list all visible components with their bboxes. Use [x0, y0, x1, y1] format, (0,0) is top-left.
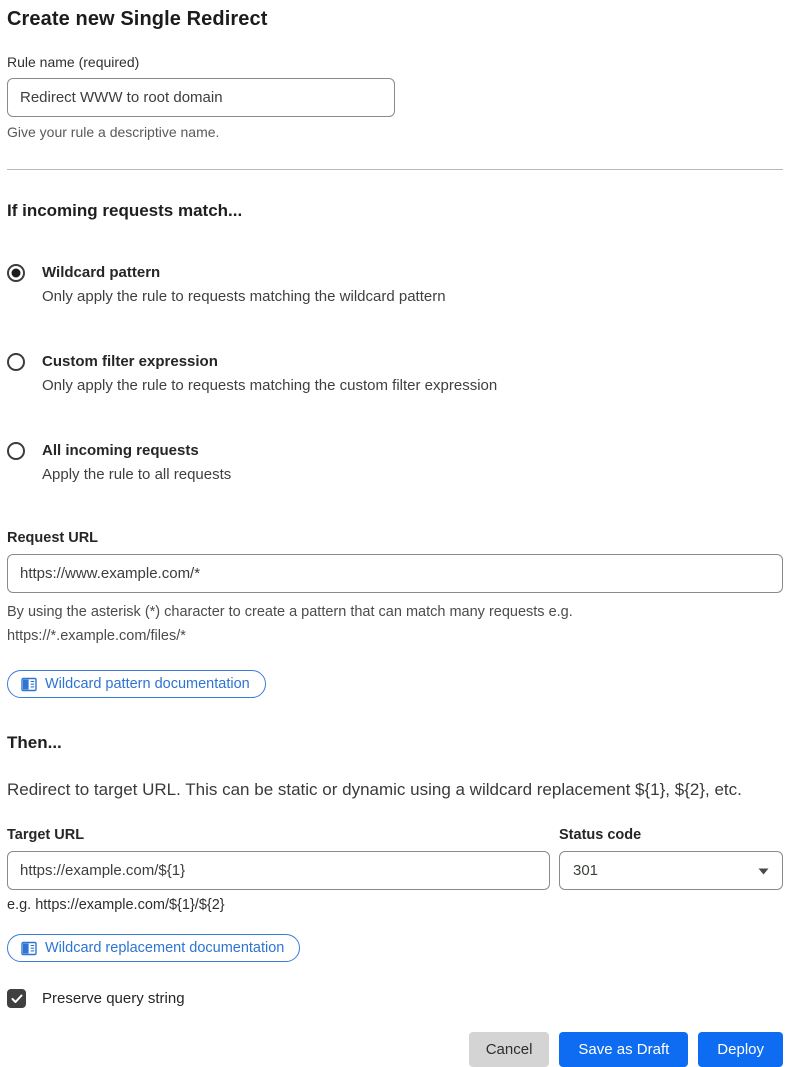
section-divider: [7, 169, 783, 170]
doc-button-label: Wildcard replacement documentation: [45, 940, 285, 956]
radio-description: Only apply the rule to requests matching the wildcard pattern: [42, 288, 446, 305]
checkbox-icon[interactable]: [7, 989, 26, 1008]
page-title: Create new Single Redirect: [7, 8, 268, 30]
request-url-input[interactable]: [7, 554, 783, 593]
radio-label: Wildcard pattern: [42, 264, 161, 281]
target-url-input[interactable]: [7, 851, 550, 890]
footer-actions: [7, 1032, 783, 1067]
status-code-select[interactable]: [559, 851, 783, 890]
radio-description: Apply the rule to all requests: [42, 466, 232, 483]
status-code-value: 301: [573, 862, 599, 879]
request-url-help: [7, 600, 783, 648]
radio-description: Only apply the rule to requests matching the custom filter expression: [42, 377, 498, 394]
rule-name-help: Give your rule a descriptive name.: [7, 124, 220, 140]
radio-button-icon[interactable]: [7, 442, 25, 460]
book-icon: [21, 941, 37, 956]
target-url-help: e.g. https://example.com/${1}/${2}: [7, 897, 225, 913]
cancel-button[interactable]: Cancel: [469, 1032, 550, 1067]
book-icon: [21, 677, 37, 692]
chevron-down-icon: [758, 862, 769, 880]
wildcard-pattern-docs-button[interactable]: [7, 670, 266, 698]
doc-button-label: Wildcard pattern documentation: [45, 676, 250, 692]
request-url-help-line2: https://*.example.com/files/*: [7, 628, 186, 644]
rule-name-input[interactable]: [7, 78, 395, 117]
radio-option-all-requests[interactable]: [7, 441, 783, 487]
then-section-heading: Then...: [7, 733, 62, 752]
target-url-column: [7, 827, 559, 913]
status-code-column: [559, 827, 783, 913]
radio-label: All incoming requests: [42, 442, 199, 459]
preserve-query-label: Preserve query string: [42, 990, 185, 1007]
request-url-label: Request URL: [7, 530, 99, 546]
target-status-row: [7, 827, 783, 913]
radio-button-icon[interactable]: [7, 264, 25, 282]
deploy-button[interactable]: Deploy: [698, 1032, 783, 1067]
save-as-draft-button[interactable]: Save as Draft: [559, 1032, 688, 1067]
match-type-radio-group: [7, 263, 783, 487]
radio-option-wildcard-pattern[interactable]: [7, 263, 783, 309]
wildcard-replacement-docs-button[interactable]: [7, 934, 300, 962]
request-url-help-line1: By using the asterisk (*) character to create a pattern that can match many requests e.g.: [7, 604, 573, 620]
radio-button-icon[interactable]: [7, 353, 25, 371]
preserve-query-row[interactable]: [7, 989, 783, 1008]
status-code-label: Status code: [559, 827, 642, 843]
target-url-label: Target URL: [7, 827, 85, 843]
then-description: Redirect to target URL. This can be static or dynamic using a wildcard replacement ${1}, ${2}, etc.: [7, 780, 742, 799]
rule-name-label: Rule name (required): [7, 54, 140, 70]
radio-label: Custom filter expression: [42, 353, 218, 370]
radio-option-custom-filter[interactable]: [7, 352, 783, 398]
match-section-heading: If incoming requests match...: [7, 201, 243, 220]
